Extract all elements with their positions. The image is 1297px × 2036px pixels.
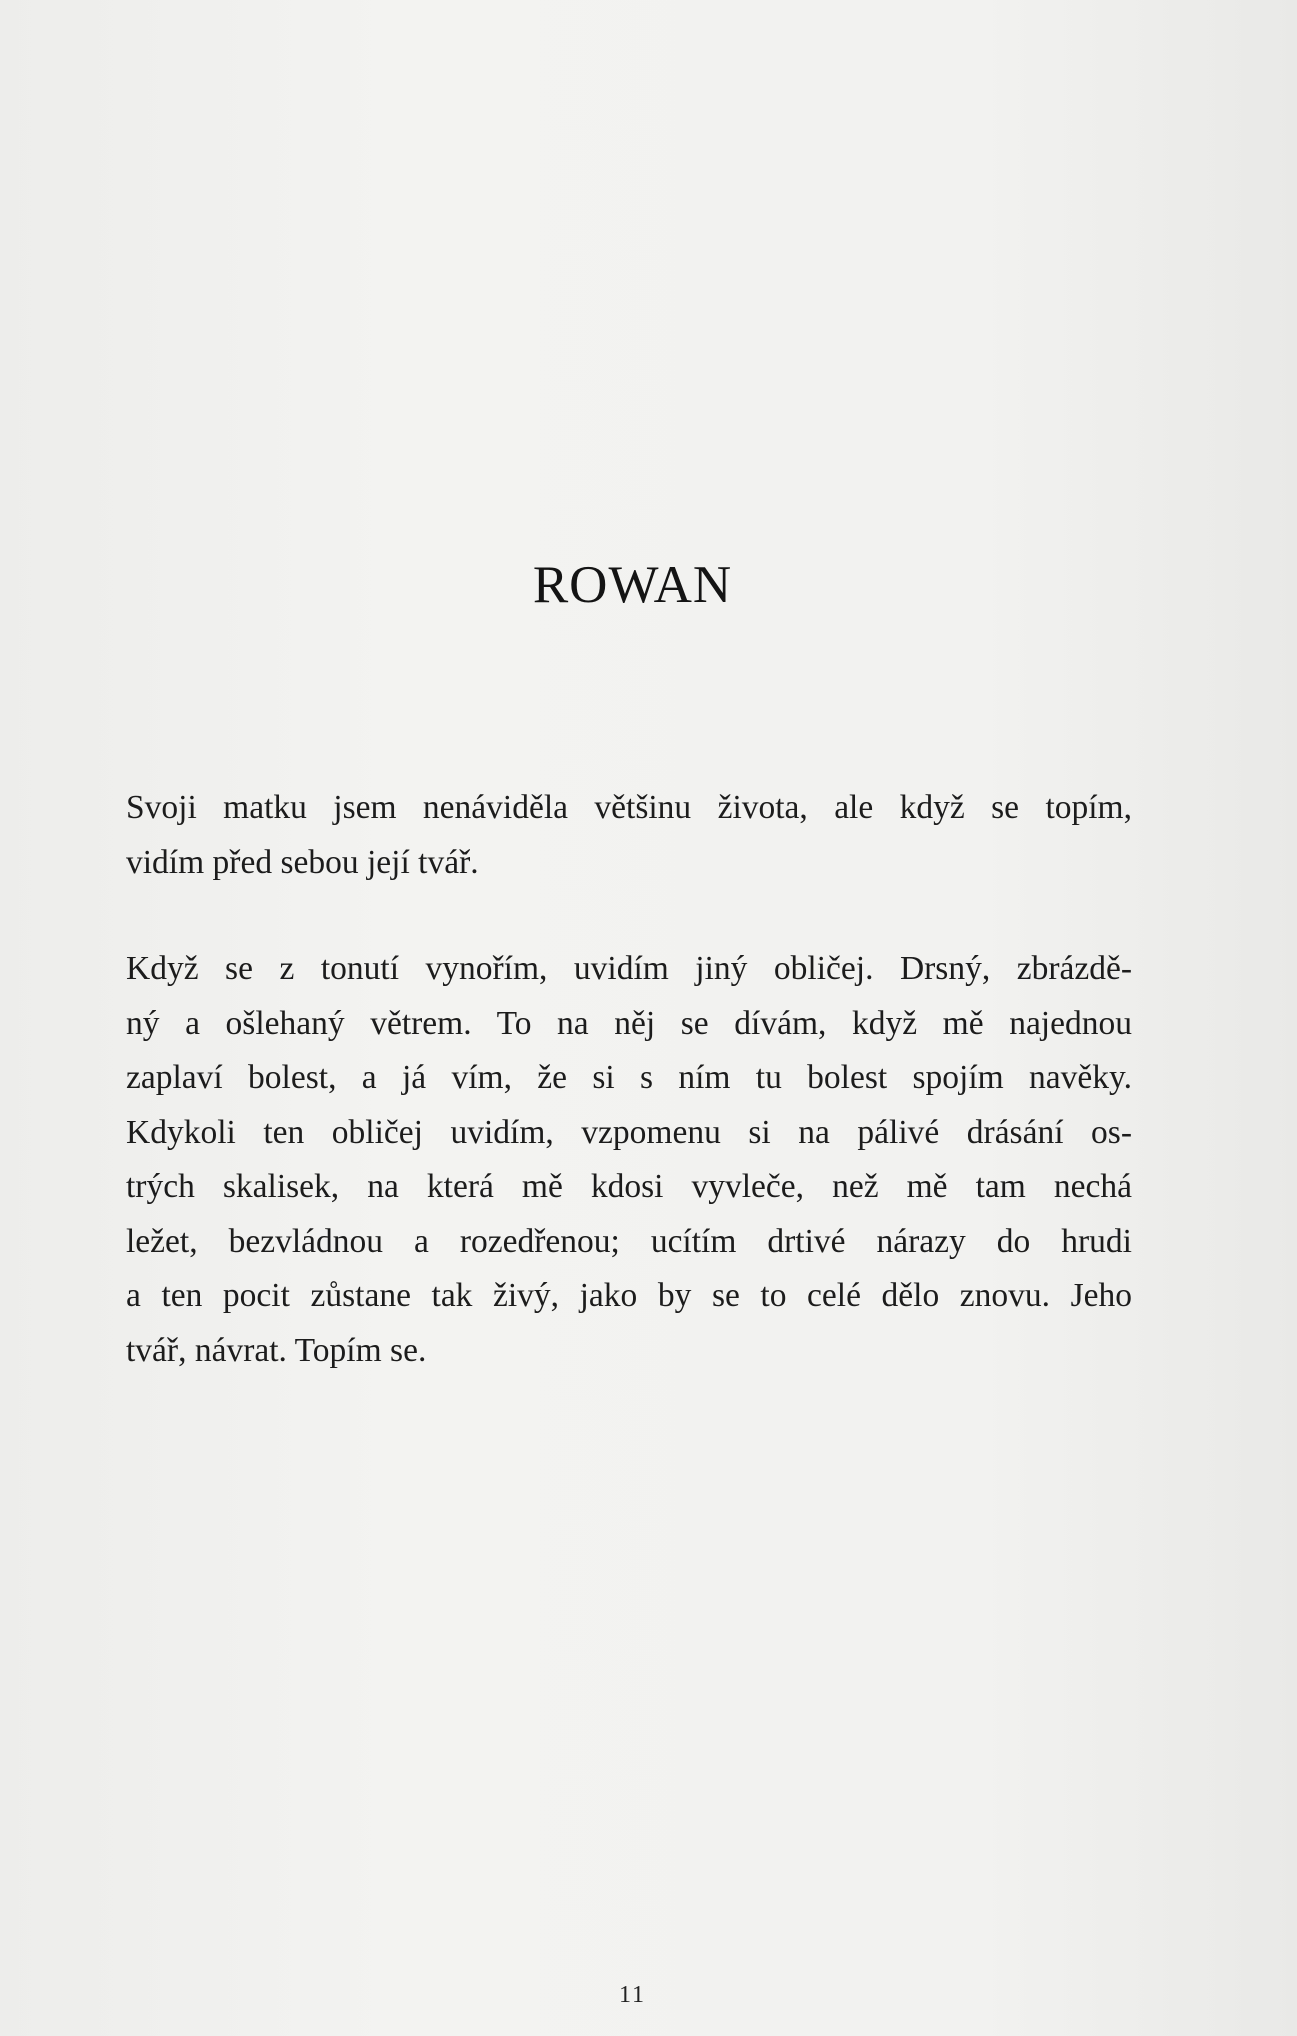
text-line: trých skalisek, na která mě kdosi vyvleče, než mě tam nechá [126,1168,1132,1205]
text-line: ležet, bezvládnou a rozedřenou; ucítím drtivé nárazy do hrudi [126,1222,1132,1260]
text-line: Svoji matku jsem nenáviděla většinu života, ale když se topím, [126,789,1132,826]
text-line: tvář, návrat. Topím se. [126,1331,427,1369]
paragraph-1 [126,781,1132,890]
page-number: 11 [618,1982,647,2008]
text-line: Když se z tonutí vynořím, uvidím jiný obličej. Drsný, zbrázdě- [126,950,1132,987]
chapter-body [126,781,1132,1378]
chapter-title: ROWAN [532,556,733,614]
text-line: zaplaví bolest, a já vím, že si s ním tu bolest spojím navěky. [126,1059,1132,1096]
paragraph-2 [126,942,1132,1378]
text-line: vidím před sebou její tvář. [126,843,479,881]
text-line: ný a ošlehaný větrem. To na něj se dívám, když mě najednou [126,1004,1132,1042]
text-line: Kdykoli ten obličej uvidím, vzpomenu si na pálivé drásání os- [126,1113,1132,1151]
text-line: a ten pocit zůstane tak živý, jako by se to celé dělo znovu. Jeho [126,1277,1132,1314]
